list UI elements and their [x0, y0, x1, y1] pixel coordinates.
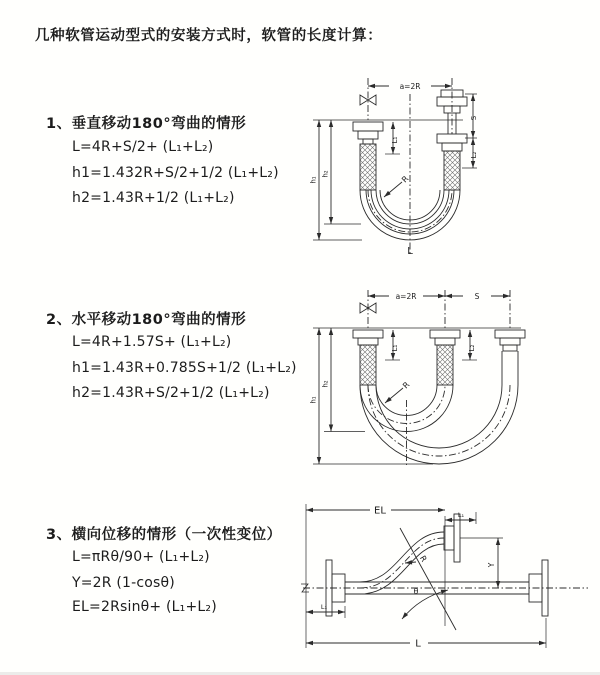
radius-label: R — [417, 554, 429, 564]
left-braided-hose — [360, 345, 376, 385]
radius-label: R — [401, 380, 412, 391]
section-1-formula-h1: h1=1.432R+S/2+1/2 (L₁+L₂) — [72, 165, 279, 181]
dim-label-l1: L₁ — [391, 136, 399, 144]
page-title: 几种软管运动型式的安装方式时，软管的长度计算： — [35, 28, 383, 44]
dim-label-s: S — [474, 292, 480, 301]
dim-label-l2: L₂ — [470, 151, 478, 159]
dim-label-s: S — [470, 115, 478, 121]
section-3-formula-Y: Y=2R (1-cosθ) — [72, 575, 175, 591]
left-braided-hose — [360, 144, 376, 190]
radius-construction-line — [400, 528, 456, 630]
radius-label: R — [400, 174, 411, 185]
diagram-3-lateral-displacement — [298, 498, 598, 663]
diagram-3-drawing — [298, 498, 598, 663]
diagram-2-horizontal-180-bend — [305, 282, 585, 474]
section-3-formula-EL: EL=2Rsinθ+ (L₁+L₂) — [72, 599, 217, 615]
hose-arc-position-1 — [360, 385, 453, 432]
length-label: L — [407, 246, 413, 257]
theta-label: θ — [413, 587, 419, 596]
section-3-heading: 3、横向位移的情形（一次性变位） — [46, 527, 282, 543]
dim-label-l1: L₁ — [391, 344, 399, 352]
diagram-1-drawing — [305, 70, 585, 262]
hose-lower-wall — [360, 544, 444, 594]
dim-label-h2: h₂ — [321, 170, 330, 178]
diagram-2-drawing — [305, 282, 585, 474]
section-2-formula-L: L=4R+1.57S+ (L₁+L₂) — [72, 334, 232, 350]
hose-upper-wall — [360, 532, 444, 582]
section-1-heading: 1、垂直移动180°弯曲的情形 — [46, 116, 247, 132]
right-braided-hose — [444, 151, 460, 190]
dim-label-h1: h₁ — [309, 176, 318, 184]
section-3-formula-L: L=πRθ/90+ (L₁+L₂) — [72, 549, 210, 565]
length-label: L — [415, 638, 421, 650]
dim-label-l2: L₂ — [468, 344, 476, 352]
diagram-1-vertical-180-bend — [305, 70, 585, 262]
dim-label-l1-bottom: L₁ — [320, 603, 328, 611]
dim-label-a2r: a=2R — [395, 292, 417, 301]
dim-label-h1: h₁ — [309, 396, 318, 404]
dim-label-a2r: a=2R — [399, 81, 421, 91]
middle-braided-hose — [437, 345, 453, 385]
dim-label-l1-top: L₁ — [457, 511, 465, 519]
section-2-formula-h1: h1=1.43R+0.785S+1/2 (L₁+L₂) — [72, 360, 297, 376]
dim-label-h2: h₂ — [321, 380, 330, 388]
dim-label-el: EL — [374, 505, 386, 517]
hose-arc-position-2 — [360, 385, 518, 464]
section-2-formula-h2: h2=1.43R+S/2+1/2 (L₁+L₂) — [72, 385, 270, 401]
section-1-formula-h2: h2=1.43R+1/2 (L₁+L₂) — [72, 190, 235, 206]
section-1-formula-L: L=4R+S/2+ (L₁+L₂) — [72, 139, 214, 155]
section-2-heading: 2、水平移动180°弯曲的情形 — [46, 312, 247, 328]
dim-label-y: Y — [487, 562, 496, 568]
